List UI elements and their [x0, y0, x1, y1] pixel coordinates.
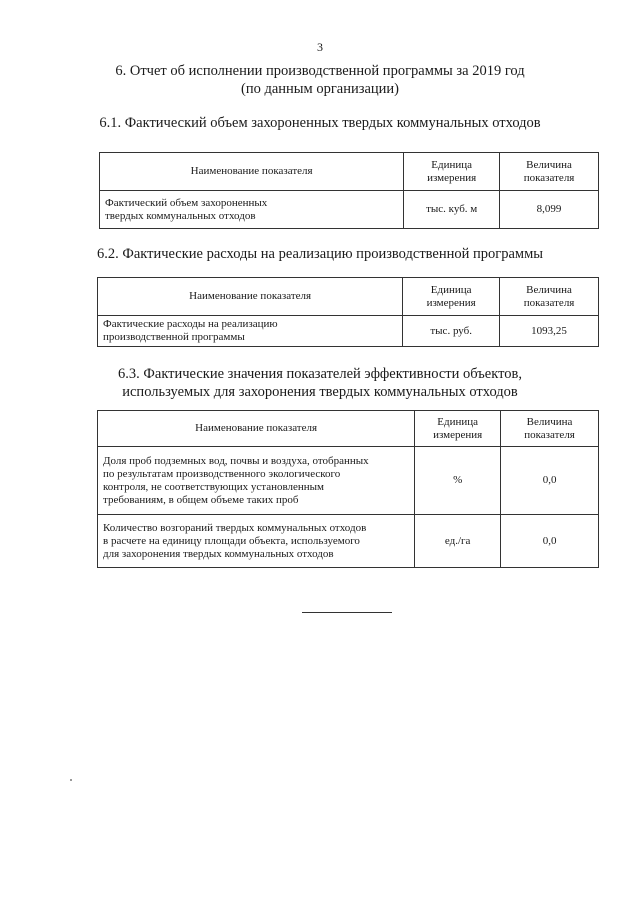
header-value-line1: Величина — [526, 415, 573, 428]
header-value-line1: Величина — [526, 283, 572, 296]
header-indicator-name: Наименование показателя — [98, 411, 415, 447]
header-unit-line1: Единица — [437, 415, 479, 428]
table-row — [98, 447, 599, 515]
indicator-value: 8,099 — [500, 191, 599, 229]
indicator-name-line2: твердых коммунальных отходов — [105, 209, 256, 222]
section-3-table — [97, 410, 599, 568]
indicator-name-line1: Количество возгораний твердых коммунальных отходов — [103, 521, 367, 534]
indicator-name — [98, 316, 403, 347]
header-value — [501, 411, 599, 447]
header-unit — [415, 411, 501, 447]
indicator-name-line1: Доля проб подземных вод, почвы и воздуха, отобранных — [103, 454, 369, 467]
header-unit-line1: Единица — [431, 158, 473, 171]
header-unit-line2: измерения — [427, 171, 477, 184]
indicator-unit: тыс. куб. м — [404, 191, 500, 229]
indicator-unit: тыс. руб. — [403, 316, 500, 347]
header-unit-line2: измерения — [426, 296, 476, 309]
indicator-value: 0,0 — [501, 515, 599, 568]
report-title — [0, 62, 640, 98]
section-3-heading — [0, 365, 640, 401]
indicator-name-line3: для захоронения твердых коммунальных отходов — [103, 547, 334, 560]
header-unit-line1: Единица — [430, 283, 472, 296]
header-value-line2: показателя — [523, 171, 575, 184]
indicator-name-line1: Фактические расходы на реализацию — [103, 318, 278, 330]
section-1-heading: 6.1. Фактический объем захороненных твердых коммунальных отходов — [99, 115, 541, 131]
table-header-row — [98, 278, 599, 316]
indicator-unit: ед./га — [415, 515, 501, 568]
section-3-heading-line2: используемых для захоронения твердых коммунальных отходов — [122, 384, 518, 400]
indicator-unit: % — [415, 447, 501, 515]
table-header-row — [98, 411, 599, 447]
report-title-line2: (по данным организации) — [240, 81, 399, 97]
indicator-name — [100, 191, 404, 229]
section-2-heading: 6.2. Фактические расходы на реализацию производственной программы — [96, 246, 543, 262]
header-value — [500, 278, 599, 316]
table-header-row — [100, 153, 599, 191]
indicator-name — [98, 515, 415, 568]
table-row — [98, 515, 599, 568]
header-unit-line2: измерения — [433, 428, 483, 441]
indicator-name-line1: Фактический объем захороненных — [105, 196, 268, 209]
indicator-name-line3: контроля, не соответствующих установленным — [103, 480, 325, 493]
indicator-name — [98, 447, 415, 515]
header-value-line2: показателя — [524, 428, 575, 441]
section-3-heading-line1: 6.3. Фактические значения показателей эффективности объектов, — [118, 366, 522, 382]
section-2-table — [97, 277, 599, 347]
indicator-name-line4: требованиям, в общем объеме таких проб — [103, 493, 299, 506]
header-value-line2: показателя — [523, 296, 575, 309]
report-title-line1: 6. Отчет об исполнении производственной программы за 2019 год — [115, 63, 525, 79]
header-indicator-name: Наименование показателя — [98, 278, 403, 316]
header-indicator-name: Наименование показателя — [100, 153, 404, 191]
table-row — [100, 191, 599, 229]
header-value — [500, 153, 599, 191]
indicator-value: 1093,25 — [500, 316, 599, 347]
header-value-line1: Величина — [526, 158, 572, 171]
indicator-name-line2: по результатам производственного экологического — [103, 467, 341, 480]
margin-dot — [70, 779, 72, 781]
header-unit — [403, 278, 500, 316]
section-1-table — [99, 152, 599, 229]
end-rule — [302, 612, 392, 613]
indicator-name-line2: производственной программы — [103, 331, 245, 343]
indicator-name-line2: в расчете на единицу площади объекта, используемого — [103, 534, 360, 547]
header-unit — [404, 153, 500, 191]
indicator-value: 0,0 — [501, 447, 599, 515]
page-number: 3 — [317, 40, 323, 54]
table-row — [98, 316, 599, 347]
